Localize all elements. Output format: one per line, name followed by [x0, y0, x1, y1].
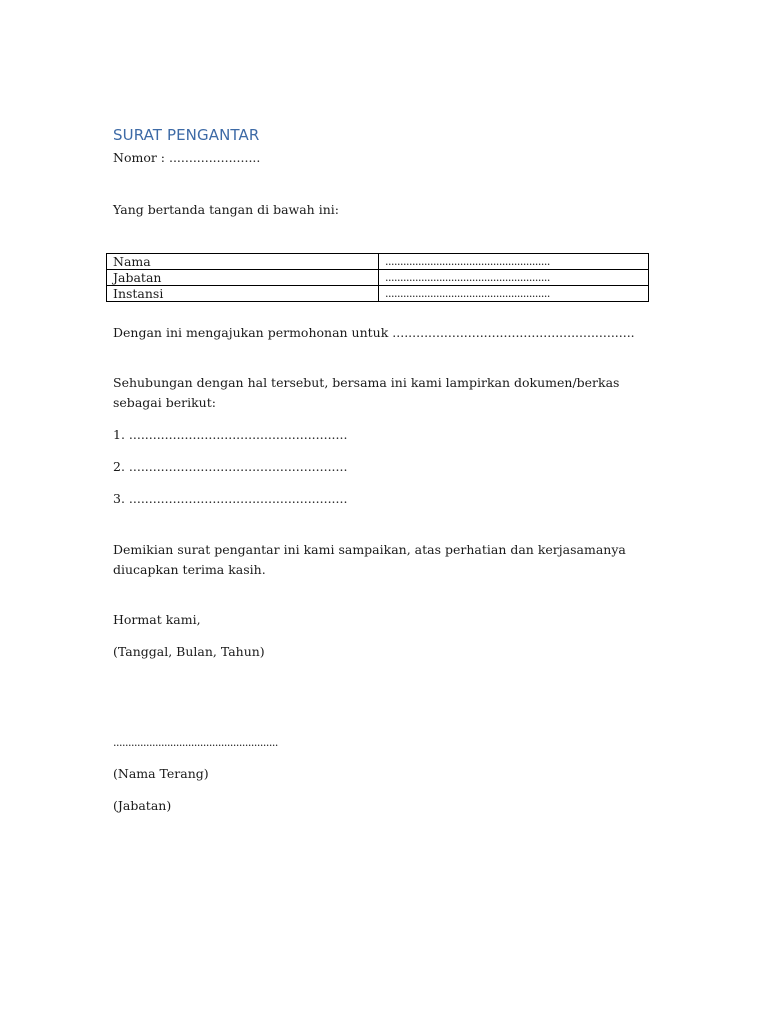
attachment-item-2: 2. ....................................................... — [113, 459, 348, 474]
table-value-agency: ....................................................... — [379, 286, 649, 302]
date-placeholder: (Tanggal, Bulan, Tahun) — [113, 644, 265, 659]
letter-title: SURAT PENGANTAR — [113, 126, 260, 144]
letter-number: Nomor : ....................... — [113, 150, 261, 165]
attachment-item-1: 1. ....................................................... — [113, 427, 348, 442]
table-row — [107, 286, 649, 302]
signature-line: ....................................................... — [113, 736, 278, 749]
table-row — [107, 254, 649, 270]
table-label-agency: Instansi — [107, 286, 379, 302]
table-value-position: ....................................................... — [379, 270, 649, 286]
closing-text: Demikian surat pengantar ini kami sampaikan, atas perhatian dan kerjasamanya diucapkan terima kasih. — [113, 542, 626, 577]
regards-text: Hormat kami, — [113, 612, 201, 627]
table-row — [107, 270, 649, 286]
table-label-position: Jabatan — [107, 270, 379, 286]
request-text: Dengan ini mengajukan permohonan untuk ............................................................. — [113, 325, 635, 340]
signer-info-table — [106, 253, 649, 302]
attachment-item-3: 3. ....................................................... — [113, 491, 348, 506]
table-value-name: ....................................................... — [379, 254, 649, 270]
table-label-name: Nama — [107, 254, 379, 270]
signer-name: (Nama Terang) — [113, 766, 209, 781]
attachment-intro: Sehubungan dengan hal tersebut, bersama ini kami lampirkan dokumen/berkas sebagai berikut: — [113, 375, 620, 410]
intro-text: Yang bertanda tangan di bawah ini: — [113, 202, 339, 217]
signer-position: (Jabatan) — [113, 798, 172, 813]
